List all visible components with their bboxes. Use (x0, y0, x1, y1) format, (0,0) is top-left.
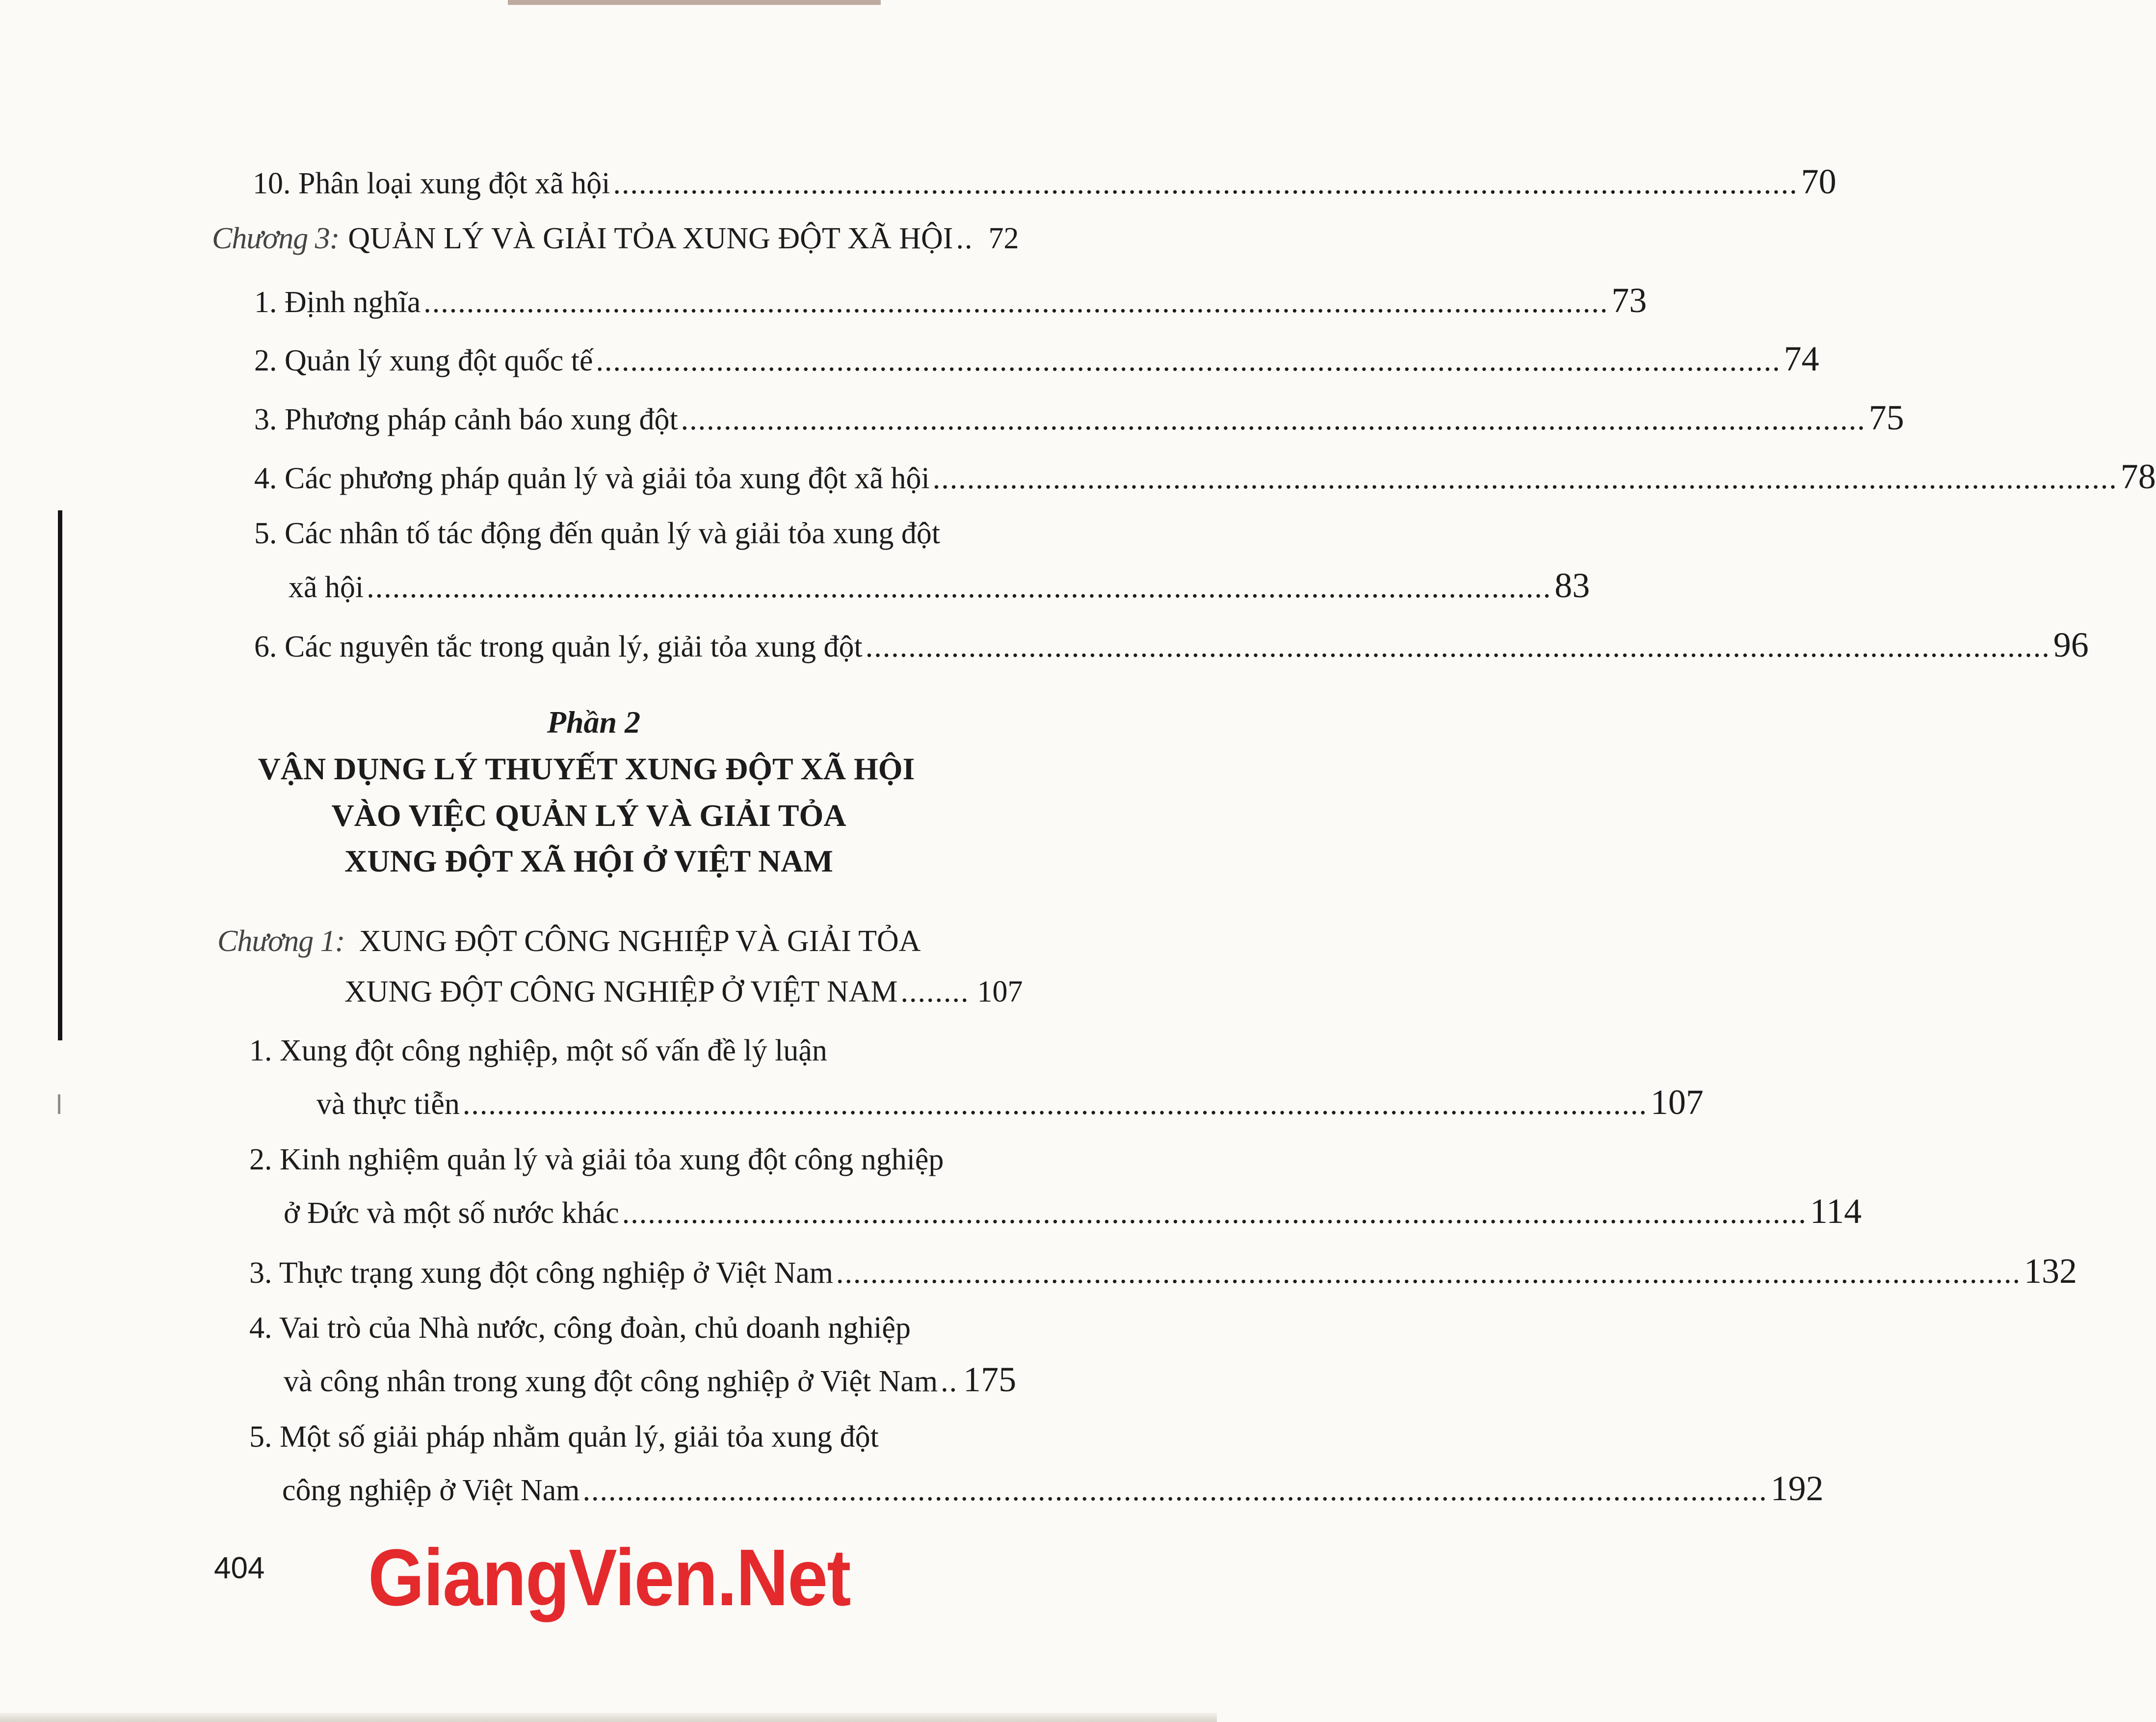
chapter-title: QUẢN LÝ VÀ GIẢI TỎA XUNG ĐỘT XÃ HỘI (348, 222, 953, 255)
toc-chapter (217, 926, 921, 956)
dot-leader: .. (956, 222, 973, 255)
toc-entry-page: 78 (2120, 457, 2156, 496)
watermark-logo: GiangVien.Net (368, 1533, 850, 1622)
chapter-page: 107 (977, 975, 1023, 1008)
dot-leader: .......................................................................................................................................... (613, 167, 1798, 200)
dot-leader: .......................................................................................................................................... (622, 1196, 1807, 1230)
toc-entry (254, 625, 2089, 664)
toc-entry-label: 1. Định nghĩa (254, 286, 421, 319)
dot-leader: .. (941, 1365, 958, 1398)
toc-entry-page: 75 (1868, 398, 1904, 437)
dot-leader: ........ (900, 975, 970, 1008)
chapter-label: Chương 1: (217, 925, 345, 958)
toc-entry-label: 3. Thực trạng xung đột công nghiệp ở Việt Nam (249, 1256, 833, 1290)
toc-entry-label: 3. Phương pháp cảnh báo xung đột (254, 403, 678, 436)
page-number: 404 (214, 1551, 265, 1585)
chapter-title: XUNG ĐỘT CÔNG NGHIỆP VÀ GIẢI TỎA (359, 925, 921, 958)
toc-entry-label-cont: xã hội (289, 571, 364, 604)
toc-entry-page: 192 (1770, 1469, 1824, 1508)
toc-entry (254, 339, 1819, 378)
toc-entry (254, 398, 1904, 437)
toc-entry (249, 1251, 2077, 1291)
bottom-paper-edge (0, 1713, 1217, 1722)
toc-entry (253, 162, 1837, 201)
toc-entry-label: 2. Quản lý xung đột quốc tế (254, 344, 593, 377)
part-title-line: XUNG ĐỘT XÃ HỘI Ở VIỆT NAM (344, 844, 833, 878)
dot-leader: .......................................................................................................................................... (681, 403, 1866, 436)
toc-entry-page: 175 (963, 1360, 1017, 1399)
dot-leader: .......................................................................................................................................... (836, 1256, 2021, 1290)
chapter-label: Chương 3: (212, 222, 340, 255)
toc-entry-label-cont: và thực tiễn (316, 1087, 460, 1121)
toc-entry-page: 70 (1801, 162, 1837, 201)
toc-entry-label: 6. Các nguyên tắc trong quản lý, giải tỏa xung đột (254, 630, 863, 663)
toc-chapter-cont (344, 977, 1091, 1007)
chapter-title-cont: XUNG ĐỘT CÔNG NGHIỆP Ở VIỆT NAM (344, 975, 898, 1008)
toc-entry (284, 1192, 1862, 1231)
part-title-line: VẬN DỤNG LÝ THUYẾT XUNG ĐỘT XÃ HỘI (258, 751, 915, 786)
dot-leader: .......................................................................................................................................... (367, 571, 1552, 604)
dot-leader: .......................................................................................................................................... (932, 462, 2118, 495)
toc-entry-label: 10. Phân loại xung đột xã hội (253, 167, 610, 200)
toc-entry (316, 1083, 1704, 1122)
dot-leader: .......................................................................................................................................... (462, 1087, 1648, 1121)
part-title-line: VÀO VIỆC QUẢN LÝ VÀ GIẢI TỎA (331, 798, 846, 833)
toc-entry-page: 132 (2024, 1251, 2077, 1291)
toc-entry-label: 5. Các nhân tố tác động đến quản lý và giải tỏa xung đột (254, 517, 941, 550)
toc-entry-page: 73 (1611, 281, 1647, 320)
toc-entry-page: 114 (1810, 1192, 1862, 1231)
toc-entry (254, 457, 2156, 496)
dot-leader: .......................................................................................................................................... (596, 344, 1781, 377)
toc-entry-page: 107 (1650, 1083, 1704, 1122)
toc-entry-label: 4. Các phương pháp quản lý và giải tỏa xung đột xã hội (254, 462, 930, 495)
toc-entry (254, 281, 1647, 320)
toc-entry-label: 4. Vai trò của Nhà nước, công đoàn, chủ doanh nghiệp (249, 1311, 911, 1345)
dot-leader: .......................................................................................................................................... (865, 630, 2051, 663)
toc-entry (284, 1362, 1087, 1397)
toc-entry-page: 83 (1554, 566, 1590, 605)
toc-entry-label-cont: công nghiệp ở Việt Nam (282, 1474, 580, 1507)
toc-entry-label: 5. Một số giải pháp nhằm quản lý, giải tỏa xung đột (249, 1420, 879, 1454)
toc-entry (289, 566, 1590, 605)
toc-entry-label-cont: và công nhân trong xung đột công nghiệp ở Việt Nam (284, 1365, 938, 1398)
scan-mark (58, 1094, 60, 1114)
toc-entry-page: 96 (2053, 625, 2089, 664)
dot-leader: .......................................................................................................................................... (582, 1474, 1768, 1507)
toc-entry (282, 1469, 1824, 1508)
toc-entry-label: 2. Kinh nghiệm quản lý và giải tỏa xung đột công nghiệp (249, 1143, 944, 1176)
top-paper-edge (508, 0, 881, 5)
toc-entry-label: 1. Xung đột công nghiệp, một số vấn đề lý luận (249, 1034, 827, 1067)
toc-entry-label-cont: ở Đức và một số nước khác (284, 1196, 619, 1230)
part-number: Phần 2 (547, 705, 641, 740)
chapter-page: 72 (988, 222, 1019, 255)
toc-chapter (212, 223, 1098, 254)
dot-leader: .......................................................................................................................................... (423, 286, 1609, 319)
toc-entry-page: 74 (1784, 339, 1819, 378)
